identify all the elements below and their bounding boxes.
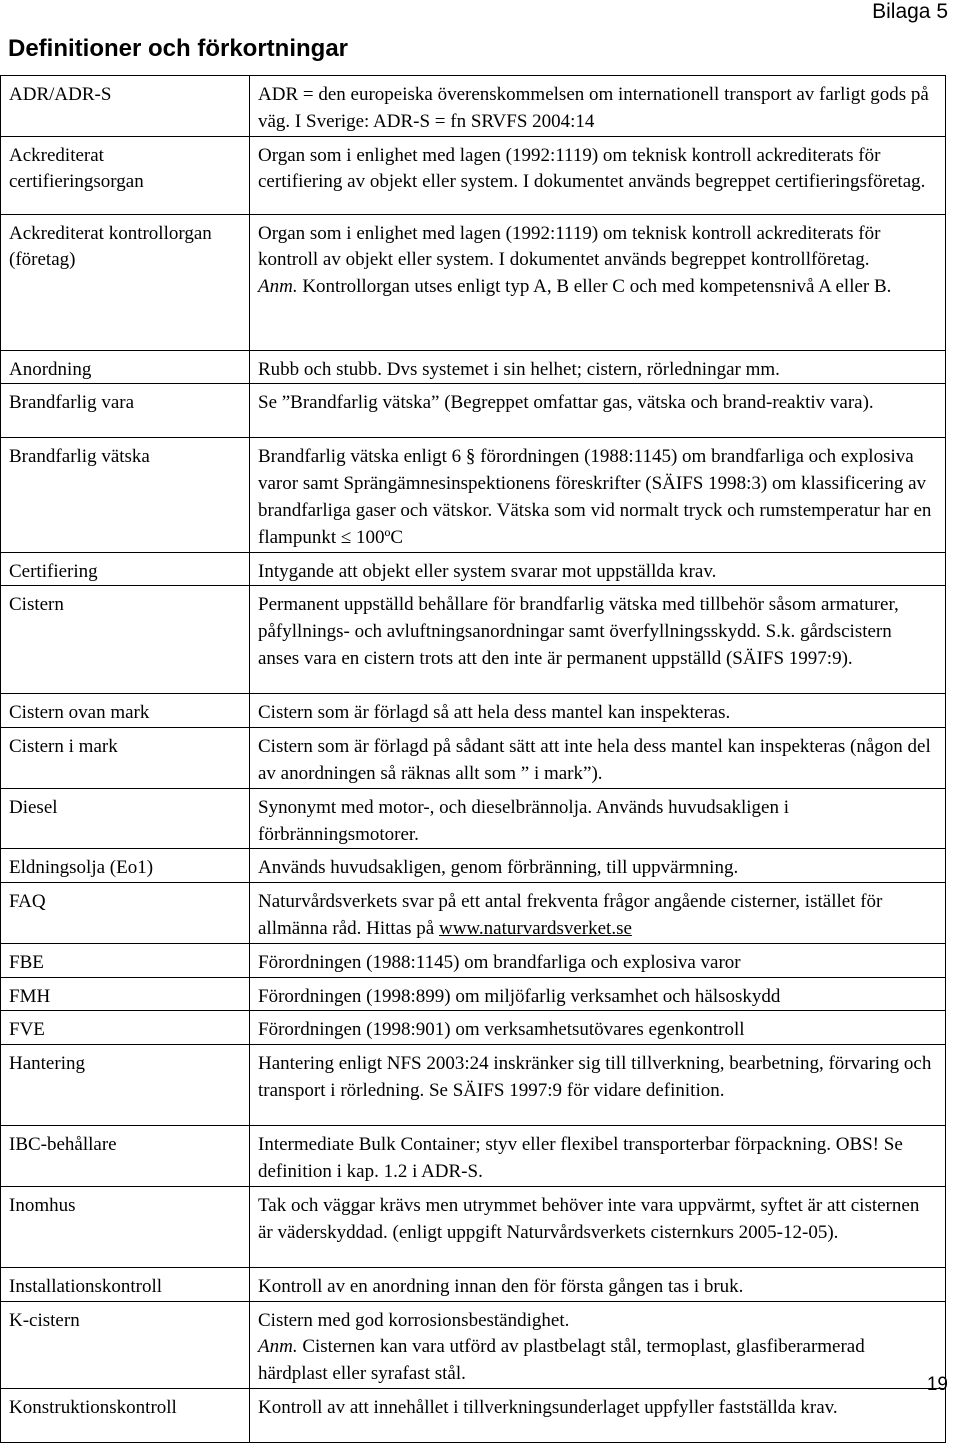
table-row [1,76,946,137]
term-text: K-cistern [9,1309,80,1331]
table-row [1,694,946,728]
term-cell [1,1301,250,1388]
term-cell [1,883,250,944]
term-cell [1,1186,250,1267]
table-row [1,1388,946,1442]
definition-cell [250,728,946,789]
definition-text: Förordningen (1988:1145) om brandfarliga och explosiva varor [258,951,741,973]
table-row [1,1126,946,1187]
table-row [1,214,946,350]
term-text: Hantering [9,1053,85,1075]
definition-text: Permanent uppställd behållare för brandfarlig vätska med tillbehör såsom armaturer, påfyllnings- och avluftningsanordningar samt överfyllningsskydd. S.k. gårdscistern anses vara en cistern trots att den inte är permanent uppställd (SÄIFS 1997:9). [258,594,899,669]
note-text: Cisternen kan vara utförd av plastbelagt stål, termoplast, glasfiberarmerad härdplast eller syrafast stål. [258,1336,865,1385]
definition-text: Cistern som är förlagd på sådant sätt att inte hela dess mantel kan inspekteras (någon del av anordningen så räknas allt som ” i mark”). [258,736,931,784]
term-cell [1,384,250,438]
table-row [1,977,946,1011]
definition-cell [250,214,946,350]
note-label: Anm. [258,276,298,298]
definition-cell [250,136,946,214]
definition-text: Naturvårdsverkets svar på ett antal frekventa frågor angående cisterner, istället för allmänna råd. Hittas på [258,891,883,939]
definition-text: Se ”Brandfarlig vätska” (Begreppet omfattar gas, vätska och brand-reaktiv vara). [258,392,874,414]
table-row [1,788,946,849]
definition-cell [250,694,946,728]
note-text: Kontrollorgan utses enligt typ A, B eller C och med kompetensnivå A eller B. [302,276,892,298]
term-text: Inomhus [9,1194,76,1216]
table-row [1,849,946,883]
table-row [1,1045,946,1126]
term-cell [1,1045,250,1126]
term-cell [1,694,250,728]
definition-cell [250,1267,946,1301]
term-text: Ackrediterat kontrollorgan (företag) [9,222,212,271]
term-cell [1,438,250,552]
definitions-table [0,75,946,1443]
definition-cell [250,350,946,384]
term-text: Eldningsolja (Eo1) [9,857,154,879]
term-cell [1,943,250,977]
term-text: ADR/ADR-S [9,84,112,105]
term-text: Brandfarlig vätska [9,446,150,468]
table-row [1,350,946,384]
definition-text: Cistern med god korrosionsbeständighet. [258,1309,570,1331]
table-row [1,1301,946,1388]
term-text: Cistern i mark [9,736,118,758]
term-text: Ackrediterat certifieringsorgan [9,144,144,193]
table-row [1,136,946,214]
term-text: FMH [9,985,51,1007]
appendix-label: Bilaga 5 [872,0,948,23]
definition-cell [250,438,946,552]
definition-text: Förordningen (1998:899) om miljöfarlig verksamhet och hälsoskydd [258,985,781,1007]
definition-text: Brandfarlig vätska enligt 6 § förordningen (1988:1145) om brandfarliga och explosiva varor samt Sprängämnesinspektionens föreskrifter (SÄIFS 1998:3) om klassificering av brandfarliga gaser och vätskor. Vätska som vid normalt tryck och rumstemperatur har en flampunkt ≤ 100ºC [258,446,932,548]
term-text: Certifiering [9,560,98,582]
definition-cell [250,977,946,1011]
definition-cell [250,1388,946,1442]
term-cell [1,1388,250,1442]
term-text: Anordning [9,358,92,380]
definition-text: Tak och väggar krävs men utrymmet behöver inte vara uppvärmt, syftet är att cisternen är väderskyddad. (enligt uppgift Naturvårdsverkets cisternkurs 2005-12-05). [258,1194,920,1243]
definition-cell [250,788,946,849]
term-text: FAQ [9,891,46,913]
term-cell [1,76,250,137]
term-text: FBE [9,951,44,973]
table-row [1,728,946,789]
table-row [1,384,946,438]
term-cell [1,1011,250,1045]
definition-cell [250,943,946,977]
definition-text: Rubb och stubb. Dvs systemet i sin helhet; cistern, rörledningar mm. [258,358,780,380]
definition-text: Hantering enligt NFS 2003:24 inskränker sig till tillverkning, bearbetning, förvaring och transport i rörledning. Se SÄIFS 1997:9 för vidare definition. [258,1053,932,1101]
page-number: 19 [926,1374,948,1395]
term-cell [1,1126,250,1187]
term-text: IBC-behållare [9,1134,117,1156]
term-text: Cistern ovan mark [9,702,150,724]
definition-cell [250,1045,946,1126]
table-row [1,586,946,694]
table-row [1,943,946,977]
definition-cell [250,849,946,883]
term-cell [1,977,250,1011]
term-cell [1,1267,250,1301]
definition-text: Kontroll av att innehållet i tillverkningsunderlaget uppfyller fastställda krav. [258,1396,838,1418]
table-row [1,1011,946,1045]
table-row [1,1186,946,1267]
page-title: Definitioner och förkortningar [8,35,349,62]
definition-text: Organ som i enlighet med lagen (1992:1119) om teknisk kontroll ackrediterats för kontroll av objekt eller system. I dokumentet används begreppet kontrollföretag. [258,222,881,271]
definition-cell [250,883,946,944]
definition-cell [250,1301,946,1388]
table-row [1,883,946,944]
definition-text: Organ som i enlighet med lagen (1992:1119) om teknisk kontroll ackrediterats för certifiering av objekt eller system. I dokumentet används begreppet certifieringsföretag. [258,144,926,193]
definition-cell [250,586,946,694]
definition-text: Cistern som är förlagd så att hela dess mantel kan inspekteras. [258,702,731,724]
definition-cell [250,1126,946,1187]
term-cell [1,728,250,789]
term-text: Cistern [9,594,64,616]
term-cell [1,849,250,883]
definition-text: Används huvudsakligen, genom förbränning, till uppvärmning. [258,857,739,879]
definition-cell [250,1186,946,1267]
table-row [1,438,946,552]
term-text: Brandfarlig vara [9,392,135,414]
definition-cell [250,552,946,586]
naturvardsverket-link[interactable]: www.naturvardsverket.se [438,917,632,939]
term-cell [1,214,250,350]
table-row [1,1267,946,1301]
definition-text: Kontroll av en anordning innan den för första gången tas i bruk. [258,1275,744,1297]
term-cell [1,350,250,384]
term-text: FVE [9,1019,45,1041]
term-text: Konstruktionskontroll [9,1396,177,1418]
definition-text: ADR = den europeiska överenskommelsen om internationell transport av farligt gods på väg. I Sverige: ADR-S = fn SRVFS 2004:14 [258,84,929,132]
definition-text: Intygande att objekt eller system svarar mot uppställda krav. [258,560,717,582]
note-label: Anm. [258,1336,298,1358]
definition-cell [250,384,946,438]
term-cell [1,788,250,849]
definition-text: Intermediate Bulk Container; styv eller flexibel transporterbar förpackning. OBS! Se definition i kap. 1.2 i ADR-S. [258,1134,903,1182]
definition-cell [250,1011,946,1045]
table-row [1,552,946,586]
term-text: Installationskontroll [9,1275,163,1297]
term-cell [1,586,250,694]
definition-text: Förordningen (1998:901) om verksamhetsutövares egenkontroll [258,1019,745,1041]
term-cell [1,136,250,214]
definition-cell [250,76,946,137]
definition-text: Synonymt med motor-, och dieselbrännolja. Används huvudsakligen i förbränningsmotorer. [258,796,790,845]
term-cell [1,552,250,586]
term-text: Diesel [9,796,58,818]
